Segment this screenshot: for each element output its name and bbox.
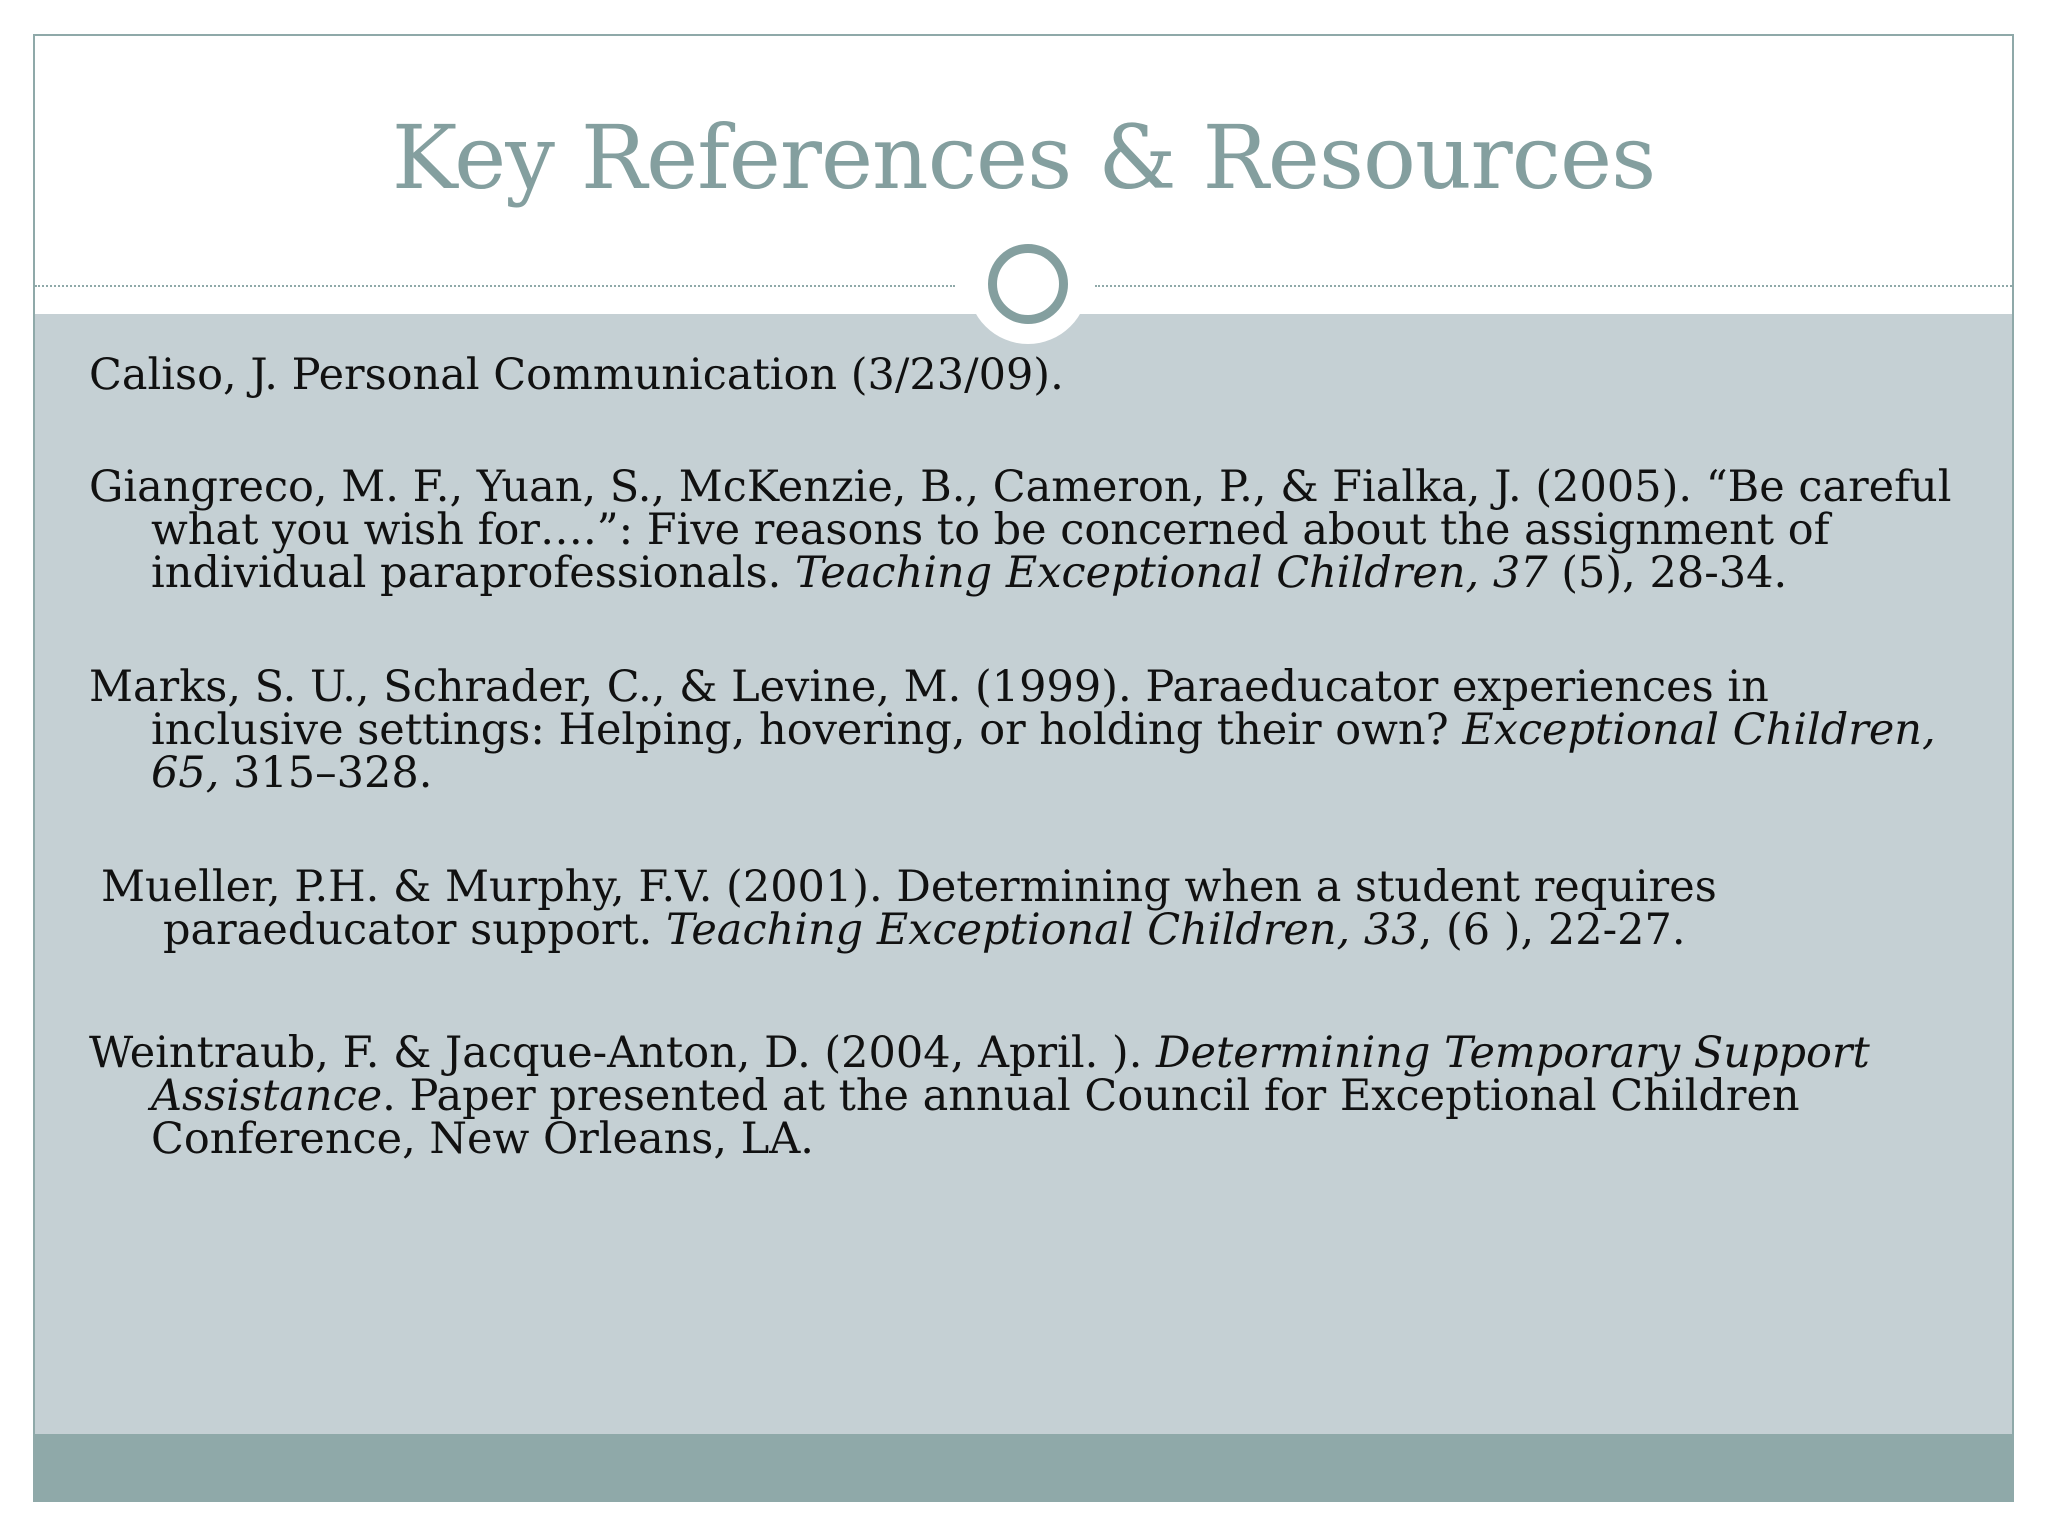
reference-marks: [89, 662, 1969, 798]
reference-journal: Exceptional Children, 65,: [151, 705, 1936, 798]
reference-paper-title: Determining Temporary Support Assistance: [151, 1028, 1870, 1121]
reference-weintraub: [89, 1028, 1969, 1164]
reference-text: Mueller, P.H. & Murphy, F.V. (2001). Determining when a student requires paraeducator support.: [101, 862, 1717, 955]
reference-giangreco: [89, 462, 1969, 598]
reference-citation: . Paper presented at the annual Council for Exceptional Children Conference, New Orleans, LA.: [151, 1071, 1800, 1164]
title-divider-right: [1095, 285, 2014, 287]
slide: [33, 34, 2014, 1502]
slide-title: Key References & Resources: [391, 106, 1656, 209]
reference-text: Caliso, J. Personal Communication (3/23/09).: [89, 350, 1064, 400]
circle-ornament-icon: [968, 224, 1088, 344]
reference-mueller: [101, 862, 1969, 955]
reference-text: Marks, S. U., Schrader, C., & Levine, M. (1999). Paraeducator experiences in inclusive settings: Helping, hovering, or holding their own?: [89, 662, 1769, 755]
reference-citation: (5), 28-34.: [1547, 548, 1788, 598]
reference-citation: , (6 ), 22-27.: [1418, 905, 1686, 955]
reference-text: Weintraub, F. & Jacque-Anton, D. (2004, April. ).: [89, 1028, 1157, 1078]
reference-journal: Teaching Exceptional Children, 33: [666, 905, 1419, 955]
title-divider-left: [35, 285, 955, 287]
footer-band: [35, 1434, 2012, 1502]
reference-journal: Teaching Exceptional Children, 37: [795, 548, 1548, 598]
reference-text: Giangreco, M. F., Yuan, S., McKenzie, B., Cameron, P., & Fialka, J. (2005). “Be careful what you wish for….”: Five reasons to be concerned about the assignment of individual paraprofessionals.: [89, 462, 1952, 598]
reference-citation: 315–328.: [219, 748, 433, 798]
reference-caliso: [89, 350, 1969, 400]
ring-icon: [988, 244, 1068, 324]
